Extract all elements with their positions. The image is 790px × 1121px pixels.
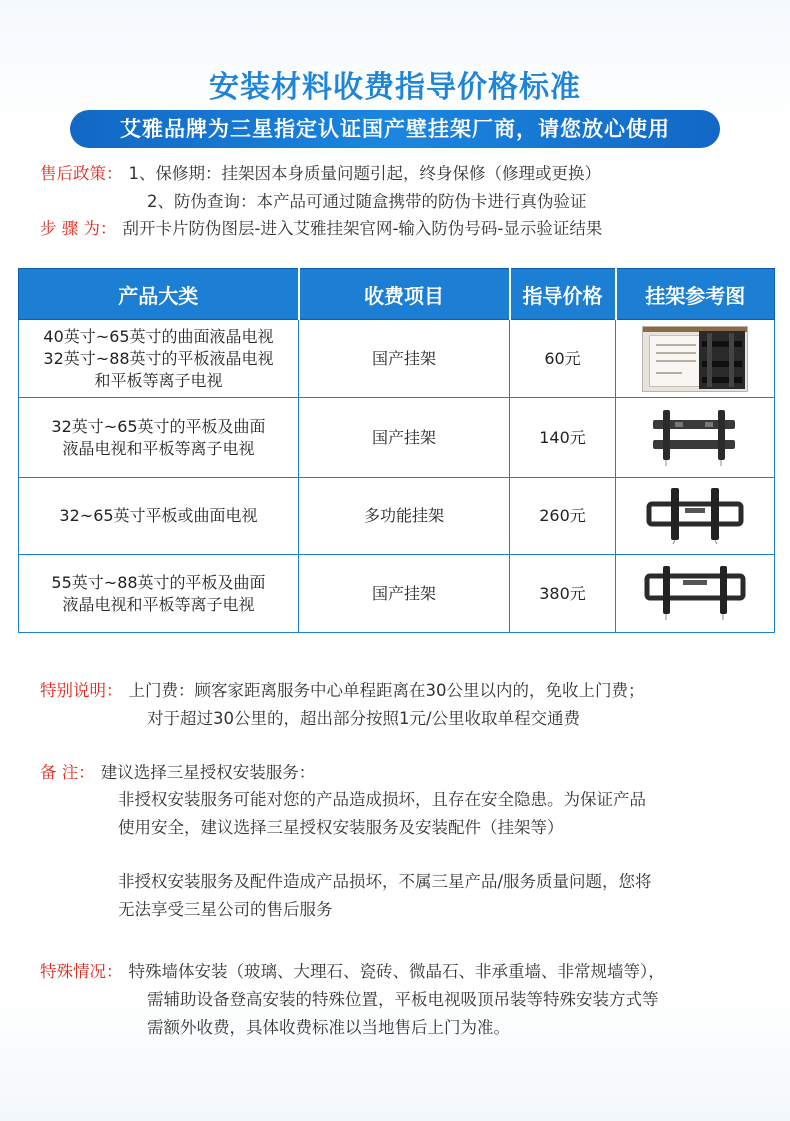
- row-item: 国产挂架: [299, 398, 510, 478]
- row-image-cell: [616, 478, 775, 555]
- table-row: [19, 478, 775, 555]
- page-title: 安装材料收费指导价格标准: [209, 70, 581, 105]
- header-image: 挂架参考图: [616, 269, 775, 320]
- brand-banner: 艾雅品牌为三星指定认证国产壁挂架厂商，请您放心使用: [70, 110, 720, 148]
- table-row: [19, 398, 775, 478]
- aftersale-item-1: 1、保修期：挂架因本身质量问题引起，终身保修（修理或更换）: [128, 164, 601, 183]
- category-line: 55英寸~88英寸的平板及曲面: [51, 572, 266, 592]
- row-image-cell: [616, 555, 775, 633]
- special-case-label: 特殊情况：: [40, 962, 123, 981]
- row-item: 多功能挂架: [299, 478, 510, 555]
- remark-text-3: 使用安全，建议选择三星授权安装服务及安装配件（挂架等）: [118, 818, 564, 837]
- row-image-cell: [616, 320, 775, 398]
- large-wall-bracket-icon: [643, 560, 747, 622]
- row-price: 260元: [510, 478, 616, 555]
- special-text-2: 对于超过30公里的，超出部分按照1元/公里收取单程交通费: [147, 709, 581, 728]
- special-label: 特别说明：: [40, 681, 123, 700]
- row-price: 380元: [510, 555, 616, 633]
- remark-text-1: 建议选择三星授权安装服务：: [100, 763, 316, 782]
- category-line: 40英寸~65英寸的曲面液晶电视: [43, 326, 274, 346]
- row-image-cell: [616, 398, 775, 478]
- table-row: [19, 320, 775, 398]
- row-category: [19, 320, 299, 398]
- special-note-row-1: [40, 679, 645, 703]
- category-line: 液晶电视和平板等离子电视: [62, 594, 255, 614]
- category-line: 32英寸~88英寸的平板液晶电视: [43, 348, 274, 368]
- row-category: [19, 555, 299, 633]
- flat-wall-bracket-icon: [645, 404, 745, 466]
- row-item: 国产挂架: [299, 320, 510, 398]
- row-category: [19, 478, 299, 555]
- category-line: 液晶电视和平板等离子电视: [62, 438, 255, 458]
- remark-row-1: [40, 761, 315, 785]
- category-line: 32英寸~65英寸的平板及曲面: [51, 416, 266, 436]
- special-case-row-1: [40, 960, 665, 984]
- table-row: [19, 555, 775, 633]
- price-table: [18, 268, 775, 633]
- wall-mount-product-photo: [642, 326, 748, 392]
- header-category: 产品大类: [19, 269, 299, 320]
- aftersale-item-2: 2、防伪查询：本产品可通过随盒携带的防伪卡进行真伪验证: [147, 192, 587, 211]
- row-price: 140元: [510, 398, 616, 478]
- aftersale-label: 售后政策：: [40, 164, 123, 183]
- category-line: 和平板等离子电视: [94, 370, 223, 390]
- special-text-1: 上门费：顾客家距离服务中心单程距离在30公里以内的，免收上门费；: [128, 681, 645, 700]
- special-case-text-3: 需额外收费，具体收费标准以当地售后上门为准。: [147, 1018, 510, 1037]
- remark-text-4: 非授权安装服务及配件造成产品损坏，不属三星产品/服务质量问题，您将: [118, 872, 652, 891]
- remark-text-5: 无法享受三星公司的售后服务: [118, 900, 333, 919]
- remark-text-2: 非授权安装服务可能对您的产品造成损坏，且存在安全隐患。为保证产品: [118, 790, 646, 809]
- steps-label: 步 骤 为：: [40, 219, 117, 238]
- header-item: 收费项目: [299, 269, 510, 320]
- row-category: [19, 398, 299, 478]
- header-price: 指导价格: [510, 269, 616, 320]
- aftersale-policy-row-1: [40, 162, 601, 186]
- category-line: 32~65英寸平板或曲面电视: [59, 506, 258, 525]
- remark-label: 备 注：: [40, 763, 95, 782]
- steps-row: [40, 217, 602, 241]
- special-case-text-1: 特殊墙体安装（玻璃、大理石、瓷砖、微晶石、非承重墙、非常规墙等），: [128, 962, 665, 981]
- tilting-wall-bracket-icon: [645, 482, 745, 544]
- row-price: 60元: [510, 320, 616, 398]
- steps-text: 刮开卡片防伪图层-进入艾雅挂架官网-输入防伪号码-显示验证结果: [122, 219, 603, 238]
- table-header-row: [19, 269, 775, 320]
- row-item: 国产挂架: [299, 555, 510, 633]
- special-case-text-2: 需辅助设备登高安装的特殊位置，平板电视吸顶吊装等特殊安装方式等: [147, 990, 659, 1009]
